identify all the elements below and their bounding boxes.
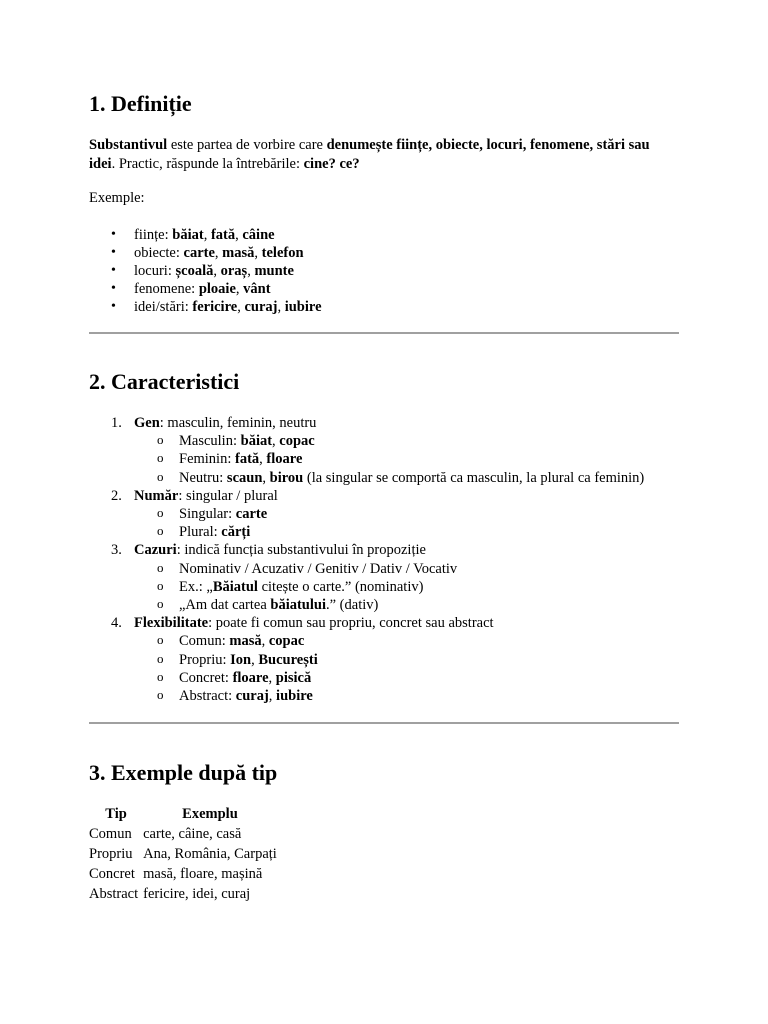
text: este partea de vorbire care — [167, 137, 327, 153]
table-row — [89, 864, 277, 884]
text: , — [259, 451, 267, 468]
word: pisică — [275, 669, 312, 686]
table-cell: Concret — [89, 866, 135, 882]
text: Feminin: — [179, 451, 235, 468]
term-substantivul: Substantivul — [89, 137, 168, 153]
word: munte — [254, 263, 294, 279]
text: fenomene: — [134, 281, 199, 297]
text: citește o carte.” (nominativ) — [257, 578, 424, 595]
list-item-cazuri — [89, 541, 679, 614]
table-cell: Propriu — [89, 846, 133, 862]
sub-item — [89, 469, 679, 487]
column-header-tip: Tip — [105, 806, 127, 822]
word: fată — [235, 451, 260, 468]
term: Cazuri — [134, 542, 177, 559]
list-item — [89, 262, 679, 280]
term: Număr — [134, 487, 179, 504]
sub-item — [89, 596, 679, 614]
word: iubire — [276, 688, 313, 705]
section-heading-exemple-dupa-tip: 3. Exemple după tip — [89, 760, 278, 785]
word: masă — [222, 245, 255, 261]
word: Ion — [230, 651, 252, 668]
examples-label-text: Exemple: — [89, 190, 145, 206]
text: , — [272, 433, 280, 450]
text: ființe: — [134, 227, 173, 243]
word: Băiatul — [212, 578, 258, 595]
sub-item — [89, 505, 679, 523]
list-item-numar — [89, 487, 679, 542]
word: floare — [266, 451, 303, 468]
examples-list — [89, 226, 679, 316]
text: Nominativ / Acuzativ / Genitiv / Dativ / Vocativ — [179, 560, 458, 577]
text: idei/stări: — [134, 299, 193, 315]
text: , — [235, 227, 243, 243]
sub-item — [89, 523, 679, 541]
word: birou — [269, 469, 304, 486]
word: copac — [279, 433, 315, 450]
text: Comun: — [179, 633, 230, 650]
section-heading-definitie: 1. Definiție — [89, 91, 192, 116]
text: Propriu: — [179, 651, 231, 668]
examples-table — [89, 804, 277, 904]
word: băiat — [172, 227, 204, 243]
text: , — [277, 299, 285, 315]
word: curaj — [244, 299, 278, 315]
text: , — [268, 688, 277, 705]
word: fată — [210, 227, 236, 243]
text: : indică funcția substantivului în propoziție — [176, 542, 426, 559]
definition-paragraph — [89, 136, 679, 174]
table-row — [89, 824, 277, 844]
text: , — [214, 245, 223, 261]
sub-list — [134, 505, 679, 541]
list-item-flexibilitate — [89, 614, 679, 705]
text: Neutru: — [179, 469, 227, 486]
word: București — [258, 651, 318, 668]
text: Masculin: — [179, 433, 241, 450]
word: carte — [235, 506, 268, 523]
word: copac — [268, 633, 305, 650]
sub-list — [134, 432, 679, 487]
text: : singular / plural — [178, 487, 278, 504]
item-number: 1. — [111, 415, 122, 431]
table-row — [89, 884, 277, 904]
word: scaun — [226, 469, 263, 486]
list-item — [89, 298, 679, 316]
word: oraș — [220, 263, 248, 279]
sub-list — [134, 632, 679, 705]
sub-item — [89, 432, 679, 450]
table-row — [89, 844, 277, 864]
sub-item — [89, 687, 679, 705]
text: , — [251, 651, 259, 668]
word: masă — [229, 633, 262, 650]
text: Singular: — [179, 506, 236, 523]
text: obiecte: — [134, 245, 184, 261]
text: , — [268, 669, 276, 686]
term: Flexibilitate — [134, 615, 209, 632]
word: vânt — [243, 281, 271, 297]
text: .” (dativ) — [326, 597, 379, 614]
definition-bold: denumește ființe, obiecte, locuri, fenomene, stări sau idei — [89, 137, 650, 172]
word: iubire — [284, 299, 322, 315]
item-number: 3. — [111, 542, 122, 559]
text: Plural: — [179, 524, 222, 541]
text: Concret: — [179, 669, 233, 686]
text: , — [203, 227, 211, 243]
text: : masculin, feminin, neutru — [159, 415, 317, 431]
text: , — [213, 263, 221, 279]
question-words: cine? ce? — [303, 156, 360, 172]
table-cell: carte, câine, casă — [143, 826, 242, 842]
table-header-row — [89, 804, 277, 824]
word: fericire — [192, 299, 238, 315]
characteristics-list — [89, 414, 679, 705]
table-cell: Ana, România, Carpați — [143, 846, 277, 862]
text: , — [247, 263, 255, 279]
text: locuri: — [134, 263, 176, 279]
examples-label — [89, 189, 679, 208]
word: cărți — [221, 524, 251, 541]
sub-item — [89, 578, 679, 596]
item-number: 4. — [111, 615, 122, 632]
sub-list — [134, 560, 679, 615]
section-divider — [89, 332, 679, 334]
text: Ex.: „ — [179, 578, 213, 595]
word: băiat — [240, 433, 273, 450]
list-item — [89, 226, 679, 244]
table-cell: Abstract — [89, 886, 139, 902]
text: , — [261, 633, 269, 650]
word: curaj — [235, 688, 269, 705]
sub-item — [89, 632, 679, 650]
section-divider — [89, 722, 679, 724]
term: Gen — [134, 415, 160, 431]
text: „Am dat cartea — [179, 597, 271, 614]
list-item — [89, 280, 679, 298]
sub-item — [89, 450, 679, 468]
column-header-exemplu: Exemplu — [182, 806, 238, 822]
list-item-gen — [89, 414, 679, 487]
text: , — [262, 469, 270, 486]
text: : poate fi comun sau propriu, concret sau abstract — [208, 615, 494, 632]
item-number: 2. — [111, 487, 122, 504]
word: telefon — [261, 245, 304, 261]
word: floare — [232, 669, 269, 686]
sub-item — [89, 651, 679, 669]
word: câine — [242, 227, 275, 243]
word: carte — [183, 245, 215, 261]
sub-item — [89, 560, 679, 578]
word: băiatului — [270, 597, 326, 614]
table-cell: fericire, idei, curaj — [143, 886, 251, 902]
text: , — [235, 281, 244, 297]
text: , — [237, 299, 245, 315]
text: , — [254, 245, 262, 261]
list-item — [89, 244, 679, 262]
text: . Practic, răspunde la întrebările: — [111, 156, 304, 172]
table-cell: masă, floare, mașină — [143, 866, 263, 882]
word: școală — [175, 263, 214, 279]
text: (la singular se comportă ca masculin, la plural ca feminin) — [303, 469, 645, 486]
table-cell: Comun — [89, 826, 132, 842]
sub-item — [89, 669, 679, 687]
word: ploaie — [198, 281, 236, 297]
text: Abstract: — [179, 688, 236, 705]
section-heading-caracteristici: 2. Caracteristici — [89, 369, 240, 394]
